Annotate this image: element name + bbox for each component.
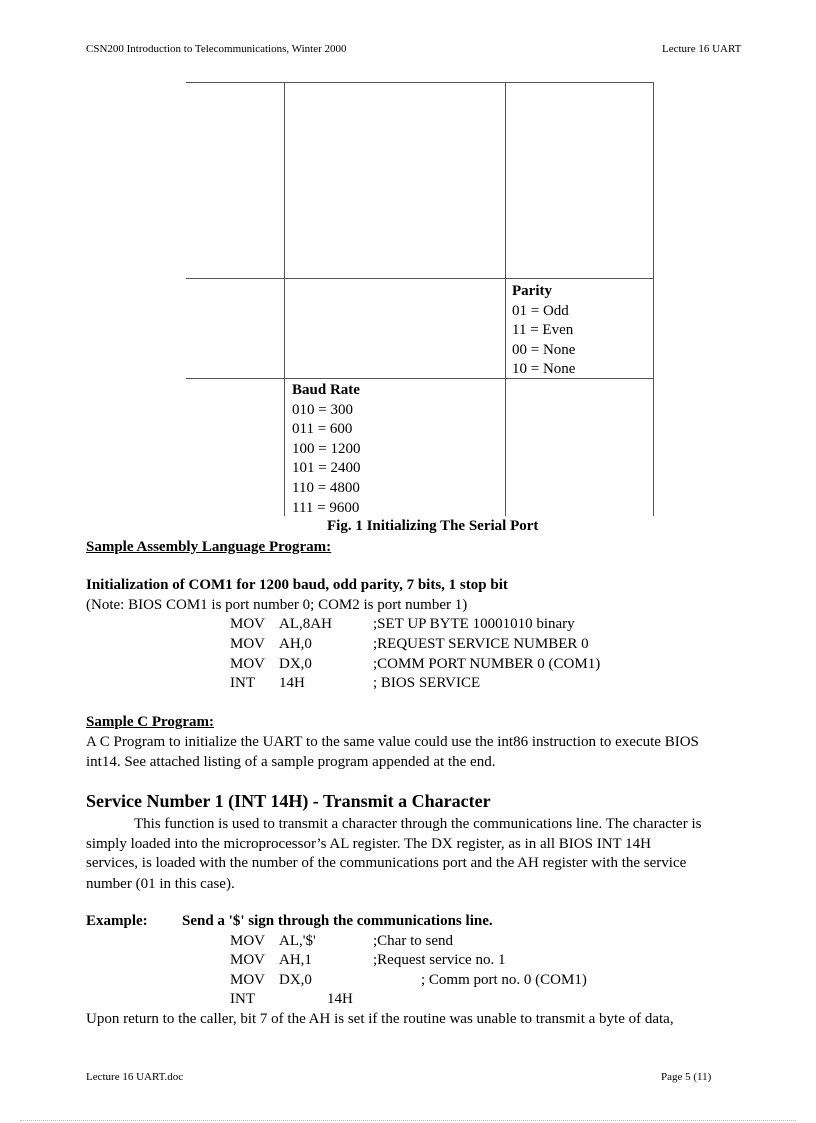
sample-c-text: A C Program to initialize the UART to the same value could use the int86 instruction to execute BIOS xyxy=(86,734,699,750)
code-arg: DX,0 xyxy=(279,972,312,988)
code-comment: ;REQUEST SERVICE NUMBER 0 xyxy=(373,636,589,652)
example-label: Example: xyxy=(86,913,148,929)
table-rule xyxy=(653,82,654,516)
code-arg: DX,0 xyxy=(279,656,312,672)
baud-rate-option: 110 = 4800 xyxy=(292,479,360,496)
parity-option: 10 = None xyxy=(512,361,576,378)
sample-asm-heading: Sample Assembly Language Program: xyxy=(86,539,332,555)
baud-rate-option: 100 = 1200 xyxy=(292,440,361,457)
code-arg: 14H xyxy=(279,675,305,691)
table-rule xyxy=(284,82,285,516)
code-op: INT xyxy=(230,675,255,691)
parity-cell xyxy=(512,282,575,380)
code-arg: 14H xyxy=(327,991,353,1007)
code-op: INT xyxy=(230,991,255,1007)
code-op: MOV xyxy=(230,952,266,968)
code-comment: ;SET UP BYTE 10001010 binary xyxy=(373,616,575,632)
body-text: services, is loaded with the number of the communications port and the AH register with the service xyxy=(86,855,687,871)
baud-rate-option: 011 = 600 xyxy=(292,421,353,438)
code-op: MOV xyxy=(230,933,266,949)
code-arg: AH,1 xyxy=(279,952,312,968)
page-edge-divider xyxy=(20,1120,796,1121)
running-header-right: Lecture 16 UART xyxy=(662,43,742,55)
body-text: This function is used to transmit a character through the communications line. The character is xyxy=(134,816,702,832)
code-comment: ; Comm port no. 0 (COM1) xyxy=(421,972,587,988)
code-arg: AL,8AH xyxy=(279,616,332,632)
sample-c-heading: Sample C Program: xyxy=(86,714,215,730)
running-header-left: CSN200 Introduction to Telecommunications, Winter 2000 xyxy=(86,43,347,55)
table-rule xyxy=(186,82,654,83)
initialization-title: Initialization of COM1 for 1200 baud, odd parity, 7 bits, 1 stop bit xyxy=(86,577,508,593)
parity-option: 00 = None xyxy=(512,341,576,358)
baud-rate-cell xyxy=(292,381,360,518)
code-comment: ;Char to send xyxy=(373,933,453,949)
figure-caption: Fig. 1 Initializing The Serial Port xyxy=(327,518,539,534)
table-rule xyxy=(186,278,654,279)
code-op: MOV xyxy=(230,656,266,672)
code-arg: AH,0 xyxy=(279,636,312,652)
code-op: MOV xyxy=(230,616,266,632)
parity-title: Parity xyxy=(512,283,552,299)
code-arg: AL,'$' xyxy=(279,933,316,949)
baud-rate-option: 111 = 9600 xyxy=(292,499,360,516)
footer-left: Lecture 16 UART.doc xyxy=(86,1071,184,1083)
baud-rate-title: Baud Rate xyxy=(292,382,360,398)
parity-option: 11 = Even xyxy=(512,322,574,339)
code-comment: ; BIOS SERVICE xyxy=(373,675,481,691)
baud-rate-option: 101 = 2400 xyxy=(292,460,361,477)
parity-option: 01 = Odd xyxy=(512,302,569,319)
page-number: Page 5 (11) xyxy=(661,1071,712,1083)
body-text: simply loaded into the microprocessor’s AL register. The DX register, as in all BIOS INT 14H xyxy=(86,836,651,852)
body-text: number (01 in this case). xyxy=(86,876,235,892)
sample-c-text: int14. See attached listing of a sample program appended at the end. xyxy=(86,754,496,770)
code-op: MOV xyxy=(230,636,266,652)
bios-note: (Note: BIOS COM1 is port number 0; COM2 is port number 1) xyxy=(86,597,468,613)
code-comment: ;COMM PORT NUMBER 0 (COM1) xyxy=(373,656,601,672)
body-text: Upon return to the caller, bit 7 of the AH is set if the routine was unable to transmit a byte of data, xyxy=(86,1011,674,1027)
baud-rate-option: 010 = 300 xyxy=(292,401,353,418)
code-op: MOV xyxy=(230,972,266,988)
example-title: Send a '$' sign through the communications line. xyxy=(182,913,493,929)
table-rule xyxy=(505,82,506,516)
table-rule xyxy=(186,378,654,379)
code-comment: ;Request service no. 1 xyxy=(373,952,506,968)
section-heading: Service Number 1 (INT 14H) - Transmit a Character xyxy=(86,791,491,811)
